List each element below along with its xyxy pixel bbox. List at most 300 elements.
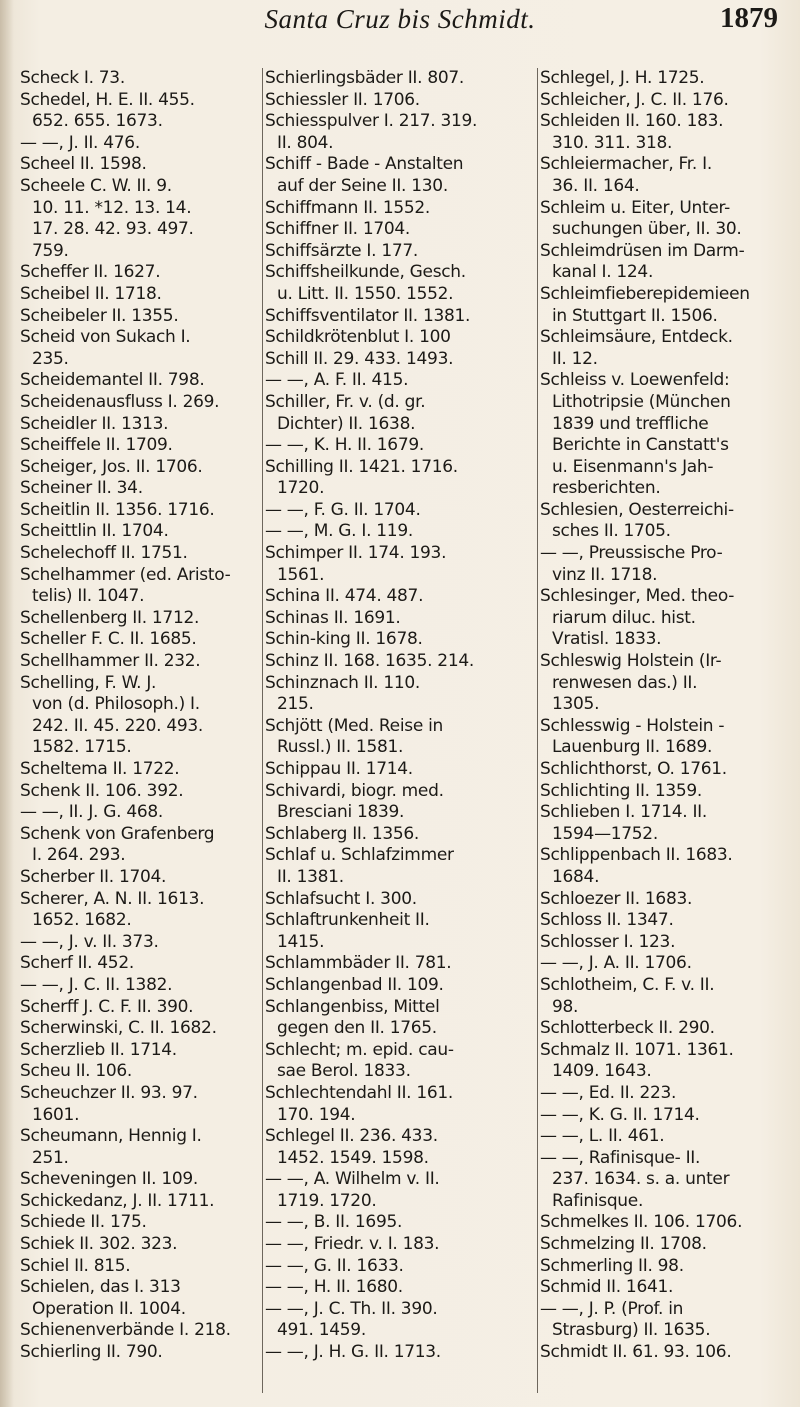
index-entry-line: Schleimfieberepidemieen	[540, 283, 750, 304]
index-entry	[20, 889, 260, 932]
index-entry-line: Schlaberg II. 1356.	[265, 823, 419, 844]
index-entry-line: Scherf II. 452.	[20, 953, 134, 974]
index-entry	[265, 219, 531, 241]
index-entry-line: Rafinisque.	[552, 1190, 644, 1211]
index-entry-line: Schlafsucht I. 300.	[265, 888, 417, 909]
index-entry	[265, 111, 531, 154]
index-entry-line: Schiesspulver I. 217. 319.	[265, 111, 478, 132]
index-entry-line: Schill II. 29. 433. 1493.	[265, 348, 454, 369]
index-entry	[540, 1256, 794, 1278]
index-entry-line: Schierlingsbäder II. 807.	[265, 68, 464, 88]
index-entry	[540, 241, 794, 284]
index-entry-line: Schilling II. 1421. 1716.	[265, 456, 458, 477]
index-entry-line: Schleim u. Eiter, Unter-	[540, 197, 730, 218]
index-entry-line: 1415.	[277, 931, 325, 952]
index-entry-line: resberichten.	[552, 478, 661, 499]
index-entry-line: Schin-king II. 1678.	[265, 629, 423, 650]
index-entry	[20, 953, 260, 975]
index-entry-line: — —, J. A. II. 1706.	[540, 953, 692, 974]
index-entry	[20, 478, 260, 500]
index-entry-line: 1652. 1682.	[32, 910, 132, 931]
index-entry	[20, 759, 260, 781]
index-entry	[20, 781, 260, 803]
index-entry-line: Schlecht; m. epid. cau-	[265, 1039, 454, 1060]
index-entry	[265, 651, 531, 673]
index-entry-line: sches II. 1705.	[552, 521, 671, 542]
index-entry	[20, 500, 260, 522]
index-entry-line: Schinznach II. 110.	[265, 672, 421, 693]
index-entry-line: Schlieben I. 1714. II.	[540, 802, 707, 823]
index-entry-line: Scheittlin II. 1704.	[20, 521, 169, 542]
index-entry-line: 10. 11. *12. 13. 14.	[32, 197, 192, 218]
index-entry	[265, 435, 531, 457]
index-entry-line: 1594—1752.	[552, 823, 658, 844]
index-entry-line: Scheuchzer II. 93. 97.	[20, 1082, 198, 1103]
index-entry-line: Schiek II. 302. 323.	[20, 1234, 178, 1255]
column-divider-2	[537, 68, 538, 1393]
index-entry-line: 170. 194.	[277, 1104, 356, 1125]
index-entry-line: Berichte in Canstatt's	[552, 435, 729, 456]
index-entry	[265, 1040, 531, 1083]
index-entry-line: — —, II. J. G. 468.	[20, 802, 164, 823]
index-entry-line: suchungen über, II. 30.	[552, 219, 742, 240]
index-entry-line: I. 264. 293.	[32, 845, 126, 866]
index-entry-line: Schmelzing II. 1708.	[540, 1234, 707, 1255]
index-entry	[540, 802, 794, 845]
index-entry-line: Schloezer II. 1683.	[540, 888, 693, 909]
index-entry	[265, 1212, 531, 1234]
index-entry-line: Schedel, H. E. II. 455.	[20, 89, 195, 110]
index-entry	[540, 284, 794, 327]
index-entry	[540, 1126, 794, 1148]
index-entry	[540, 327, 794, 370]
index-entry-line: Lauenburg II. 1689.	[552, 737, 713, 758]
index-entry	[540, 845, 794, 888]
index-entry-line: Scheidenausfluss I. 269.	[20, 391, 220, 412]
index-entry-line: Schlammbäder II. 781.	[265, 953, 452, 974]
index-entry	[265, 781, 531, 824]
index-entry-line: Schiffmann II. 1552.	[265, 197, 431, 218]
index-entry-line: Scheibeler II. 1355.	[20, 305, 179, 326]
index-entry-line: Scheiner II. 34.	[20, 478, 143, 499]
index-entry-line: Schlesinger, Med. theo-	[540, 586, 735, 607]
index-entry-line: Schinz II. 168. 1635. 214.	[265, 651, 474, 672]
index-entry	[540, 1018, 794, 1040]
index-entry-line: 215.	[277, 694, 314, 715]
index-entry-line: II. 804.	[277, 132, 334, 153]
index-entry-line: Scheele C. W. II. 9.	[20, 175, 172, 196]
page-header	[0, 0, 800, 48]
index-entry-line: riarum diluc. hist.	[552, 607, 696, 628]
index-entry-line: Schenk von Grafenberg	[20, 823, 215, 844]
index-entry	[540, 370, 794, 500]
index-entry-line: gegen den II. 1765.	[277, 1018, 437, 1039]
index-entry-line: Bresciani 1839.	[277, 802, 405, 823]
index-entry	[265, 370, 531, 392]
index-entry-line: 1684.	[552, 866, 600, 887]
index-entry-line: 1601.	[32, 1104, 80, 1125]
index-entry-line: — —, B. II. 1695.	[265, 1212, 403, 1233]
index-entry	[265, 1083, 531, 1126]
index-entry	[20, 1126, 260, 1169]
index-entry	[20, 327, 260, 370]
index-entry-line: 759.	[32, 240, 69, 261]
index-entry-line: Scheller F. C. II. 1685.	[20, 629, 197, 650]
index-entry-line: vinz II. 1718.	[552, 564, 658, 585]
index-entry-line: Schleswig Holstein (Ir-	[540, 651, 722, 672]
index-entry-line: Schiller, Fr. v. (d. gr.	[265, 391, 426, 412]
index-entry-line: Scherwinski, C. II. 1682.	[20, 1018, 217, 1039]
index-entry-line: Schleiss v. Loewenfeld:	[540, 370, 730, 391]
index-entry	[20, 176, 260, 262]
index-entry	[20, 521, 260, 543]
index-entry	[540, 1234, 794, 1256]
index-entry-line: Scherff J. C. F. II. 390.	[20, 996, 194, 1017]
index-entry-line: Schlesien, Oesterreichi-	[540, 499, 734, 520]
index-entry	[540, 975, 794, 1018]
index-entry-line: Schmidt II. 61. 93. 106.	[540, 1342, 732, 1363]
index-entry-line: Scheibel II. 1718.	[20, 283, 162, 304]
index-entry	[540, 1040, 794, 1083]
index-entry-line: Schlangenbiss, Mittel	[265, 996, 440, 1017]
index-entry-line: 1582. 1715.	[32, 737, 132, 758]
index-entry-line: — —, Friedr. v. I. 183.	[265, 1234, 440, 1255]
index-entry	[265, 997, 531, 1040]
index-entry-line: 310. 311. 318.	[552, 132, 673, 153]
index-entry-line: — —, Preussische Pro-	[540, 543, 723, 564]
index-entry	[540, 651, 794, 716]
index-entry-line: — —, J. H. G. II. 1713.	[265, 1342, 441, 1363]
index-entry	[265, 68, 531, 90]
index-entry-line: — —, J. C. Th. II. 390.	[265, 1298, 438, 1319]
index-entry-line: Scherber II. 1704.	[20, 866, 167, 887]
index-entry	[265, 586, 531, 608]
index-entry	[540, 1148, 794, 1213]
index-entry-line: 242. II. 45. 220. 493.	[32, 715, 204, 736]
index-entry	[265, 392, 531, 435]
index-entry-line: Schmid II. 1641.	[540, 1277, 674, 1298]
index-entry-line: — —, J. P. (Prof. in	[540, 1298, 684, 1319]
index-entry-line: Schippau II. 1714.	[265, 759, 413, 779]
index-entry-line: Scheiffele II. 1709.	[20, 435, 173, 456]
index-entry-line: — —, Ed. II. 223.	[540, 1082, 677, 1103]
index-entry	[540, 1105, 794, 1127]
index-entry-line: Schmerling II. 98.	[540, 1255, 684, 1276]
index-entry	[20, 306, 260, 328]
index-entry-line: von (d. Philosoph.) I.	[32, 694, 200, 715]
index-entry-line: Schlegel II. 236. 433.	[265, 1126, 438, 1147]
index-entry-line: Schiel II. 815.	[20, 1255, 131, 1276]
index-entry-line: 1452. 1549. 1598.	[277, 1147, 429, 1168]
column-divider-1	[262, 68, 263, 1393]
index-entry	[265, 262, 531, 305]
index-entry-line: Scheitlin II. 1356. 1716.	[20, 499, 215, 520]
index-entry-line: Scheid von Sukach I.	[20, 327, 191, 348]
index-entry-line: Schjött (Med. Reise in	[265, 715, 443, 736]
index-entry-line: Schiffsärzte I. 177.	[265, 240, 418, 261]
index-entry	[20, 1320, 260, 1342]
index-entry	[265, 521, 531, 543]
index-entry-line: Schlangenbad II. 109.	[265, 974, 444, 995]
index-entry-line: Schleimdrüsen im Darm-	[540, 240, 745, 261]
index-entry	[20, 133, 260, 155]
index-entry	[540, 759, 794, 781]
index-entry	[265, 543, 531, 586]
index-entry	[265, 1299, 531, 1342]
index-entry	[540, 154, 794, 197]
index-entry	[20, 565, 260, 608]
index-entry	[20, 1169, 260, 1191]
index-entry	[540, 1277, 794, 1299]
index-entry-line: 1720.	[277, 478, 325, 499]
index-entry-line: 36. II. 164.	[552, 175, 640, 196]
index-entry	[20, 1234, 260, 1256]
index-entry-line: Schloss II. 1347.	[540, 910, 674, 931]
index-entry	[20, 651, 260, 673]
index-entry-line: sae Berol. 1833.	[277, 1061, 411, 1082]
index-entry-line: Schlaftrunkenheit II.	[265, 910, 430, 931]
index-entry	[540, 781, 794, 803]
index-entry	[20, 629, 260, 651]
index-entry-line: Scheiger, Jos. II. 1706.	[20, 456, 203, 477]
index-entry	[265, 154, 531, 197]
index-entry	[265, 327, 531, 349]
index-entry	[20, 673, 260, 759]
index-entry-line: 1719. 1720.	[277, 1190, 377, 1211]
index-entry	[540, 1342, 794, 1364]
index-entry	[20, 284, 260, 306]
index-entry	[540, 889, 794, 911]
index-entry	[20, 1342, 260, 1364]
index-column-2	[265, 68, 531, 1364]
index-entry-line: Schlichting II. 1359.	[540, 780, 703, 801]
index-entry-line: u. Litt. II. 1550. 1552.	[277, 283, 454, 304]
index-entry-line: Scheidemantel II. 798.	[20, 370, 205, 391]
index-entry-line: kanal I. 124.	[552, 262, 654, 283]
index-entry	[540, 932, 794, 954]
index-entry-line: Schlippenbach II. 1683.	[540, 845, 733, 866]
index-entry	[20, 1040, 260, 1062]
index-entry-line: — —, F. G. II. 1704.	[265, 499, 421, 520]
index-entry	[20, 824, 260, 867]
index-entry	[20, 1083, 260, 1126]
index-entry	[20, 262, 260, 284]
index-entry-line: Scherzlieb II. 1714.	[20, 1039, 177, 1060]
index-entry-line: II. 1381.	[277, 866, 344, 887]
index-entry-line: renwesen das.) II.	[552, 672, 698, 693]
index-entry	[20, 932, 260, 954]
index-entry-line: 235.	[32, 348, 69, 369]
index-entry-line: u. Eisenmann's Jah-	[552, 456, 714, 477]
index-entry-line: II. 12.	[552, 348, 598, 369]
index-entry	[265, 1277, 531, 1299]
index-entry-line: — —, J. v. II. 373.	[20, 931, 159, 952]
index-entry	[265, 1256, 531, 1278]
index-entry	[540, 1212, 794, 1234]
index-entry-line: in Stuttgart II. 1506.	[552, 305, 718, 326]
index-entry-line: Schlosser I. 123.	[540, 931, 676, 952]
index-entry	[20, 370, 260, 392]
index-entry	[20, 997, 260, 1019]
index-entry-line: auf der Seine II. 130.	[277, 175, 448, 196]
running-title: Santa Cruz bis Schmidt.	[264, 4, 536, 34]
index-entry	[265, 1126, 531, 1169]
index-entry	[265, 608, 531, 630]
index-entry	[20, 1277, 260, 1320]
index-entry	[265, 306, 531, 328]
index-entry-line: telis) II. 1047.	[32, 586, 145, 607]
index-entry-line: 1839 und treffliche	[552, 413, 709, 434]
index-entry-line: Schiffsventilator II. 1381.	[265, 305, 471, 326]
index-entry	[540, 1299, 794, 1342]
index-entry	[20, 435, 260, 457]
index-entry	[265, 953, 531, 975]
index-entry	[265, 1234, 531, 1256]
index-entry-line: Schlechtendahl II. 161.	[265, 1082, 454, 1103]
index-entry	[265, 198, 531, 220]
index-entry-line: — —, G. II. 1633.	[265, 1255, 404, 1276]
index-entry	[265, 457, 531, 500]
index-entry-line: — —, M. G. I. 119.	[265, 521, 413, 542]
index-entry-line: Schellhammer II. 232.	[20, 651, 201, 672]
index-entry	[20, 975, 260, 997]
index-entry	[20, 867, 260, 889]
index-entry-line: Schierling II. 790.	[20, 1342, 163, 1363]
index-entry-line: Schinas II. 1691.	[265, 607, 401, 628]
index-entry-line: Scheltema II. 1722.	[20, 759, 180, 779]
index-entry	[540, 1083, 794, 1105]
index-entry-line: 17. 28. 42. 93. 497.	[32, 219, 194, 240]
index-entry	[265, 629, 531, 651]
index-entry-line: Schina II. 474. 487.	[265, 586, 424, 607]
index-entry	[20, 1018, 260, 1040]
index-entry	[540, 953, 794, 975]
index-entry-line: Schielen, das I. 313	[20, 1277, 181, 1298]
index-entry-line: Vratisl. 1833.	[552, 629, 662, 650]
index-entry-line: 251.	[32, 1147, 69, 1168]
index-entry	[540, 543, 794, 586]
index-entry-line: 652. 655. 1673.	[32, 111, 163, 132]
index-entry-line: Scheidler II. 1313.	[20, 413, 169, 434]
index-entry-line: 1305.	[552, 694, 600, 715]
index-entry-line: Schiff - Bade - Anstalten	[265, 154, 464, 175]
index-entry	[265, 716, 531, 759]
index-entry-line: Schelling, F. W. J.	[20, 672, 157, 693]
index-entry-line: Russl.) II. 1581.	[277, 737, 404, 758]
index-entry	[540, 910, 794, 932]
index-entry-line: Strasburg) II. 1635.	[552, 1320, 711, 1341]
index-entry	[265, 90, 531, 112]
index-entry	[265, 349, 531, 371]
index-entry	[20, 1191, 260, 1213]
index-entry-line: Schimper II. 174. 193.	[265, 543, 447, 564]
index-entry-line: Schleiden II. 160. 183.	[540, 111, 724, 132]
index-entry	[540, 198, 794, 241]
index-entry-line: Schmalz II. 1071. 1361.	[540, 1039, 734, 1060]
index-entry-line: Scheu II. 106.	[20, 1061, 133, 1082]
index-entry	[20, 1061, 260, 1083]
index-entry-line: — —, Rafinisque- II.	[540, 1147, 701, 1168]
index-entry	[265, 241, 531, 263]
index-entry	[265, 1342, 531, 1364]
index-entry-line: Scheumann, Hennig I.	[20, 1126, 202, 1147]
index-entry	[265, 673, 531, 716]
index-entry-line: — —, J. II. 476.	[20, 132, 140, 153]
index-entry-line: Scherer, A. N. II. 1613.	[20, 888, 205, 909]
index-entry-line: Schleicher, J. C. II. 176.	[540, 89, 729, 110]
index-entry-line: — —, L. II. 461.	[540, 1126, 665, 1147]
index-entry-line: Schlesswig - Holstein -	[540, 715, 725, 736]
index-entry	[540, 111, 794, 154]
index-entry-line: Schiffner II. 1704.	[265, 219, 411, 240]
index-entry-line: Schleimsäure, Entdeck.	[540, 327, 733, 348]
index-entry-line: Scheveningen II. 109.	[20, 1169, 198, 1190]
index-entry	[20, 1212, 260, 1234]
index-entry	[265, 889, 531, 911]
index-entry	[265, 845, 531, 888]
index-entry-line: 237. 1634. s. a. unter	[552, 1169, 730, 1190]
index-entry-line: Scheffer II. 1627.	[20, 262, 161, 283]
index-entry-line: — —, J. C. II. 1382.	[20, 974, 173, 995]
index-entry-line: Schildkrötenblut I. 100	[265, 327, 451, 348]
index-column-3	[540, 68, 794, 1364]
index-entry-line: Schmelkes II. 106. 1706.	[540, 1212, 743, 1233]
index-entry-line: Lithotripsie (München	[552, 391, 731, 412]
index-entry	[20, 543, 260, 565]
index-entry-line: Schickedanz, J. II. 1711.	[20, 1190, 215, 1211]
index-entry	[20, 1256, 260, 1278]
index-entry-line: Schlotterbeck II. 290.	[540, 1018, 715, 1039]
index-entry	[20, 154, 260, 176]
index-entry	[265, 759, 531, 781]
index-entry-line: Scheel II. 1598.	[20, 154, 147, 175]
index-entry-line: — —, A. F. II. 415.	[265, 370, 409, 391]
index-entry-line: Schienenverbände I. 218.	[20, 1320, 231, 1341]
index-entry-line: Schlaf u. Schlafzimmer	[265, 845, 454, 866]
index-entry	[265, 1169, 531, 1212]
index-entry-line: 491. 1459.	[277, 1320, 366, 1341]
index-entry-line: 98.	[552, 996, 579, 1017]
index-entry-line: Schleiermacher, Fr. I.	[540, 154, 712, 175]
index-entry-line: Schiede II. 175.	[20, 1212, 147, 1233]
index-entry	[540, 90, 794, 112]
index-column-1	[20, 68, 260, 1364]
index-entry	[20, 802, 260, 824]
index-entry-line: Operation II. 1004.	[32, 1298, 186, 1319]
index-entry	[20, 90, 260, 133]
index-entry	[265, 910, 531, 953]
index-entry	[265, 975, 531, 997]
index-entry-line: 1409. 1643.	[552, 1061, 652, 1082]
index-entry-line: 1561.	[277, 564, 325, 585]
index-entry-line: Dichter) II. 1638.	[277, 413, 416, 434]
index-entry	[265, 500, 531, 522]
index-entry-line: Schellenberg II. 1712.	[20, 607, 200, 628]
index-entry	[20, 608, 260, 630]
index-entry-line: Schlegel, J. H. 1725.	[540, 68, 705, 88]
index-entry-line: Schlotheim, C. F. v. II.	[540, 974, 715, 995]
index-entry-line: Schlichthorst, O. 1761.	[540, 759, 727, 779]
index-entry	[20, 68, 260, 90]
index-entry	[20, 414, 260, 436]
index-entry	[540, 500, 794, 543]
index-entry-line: — —, H. II. 1680.	[265, 1277, 403, 1298]
index-entry-line: Schivardi, biogr. med.	[265, 780, 444, 801]
index-entry	[20, 392, 260, 414]
page-year: 1879	[720, 2, 778, 34]
index-entry-line: — —, A. Wilhelm v. II.	[265, 1169, 440, 1190]
index-entry	[265, 824, 531, 846]
